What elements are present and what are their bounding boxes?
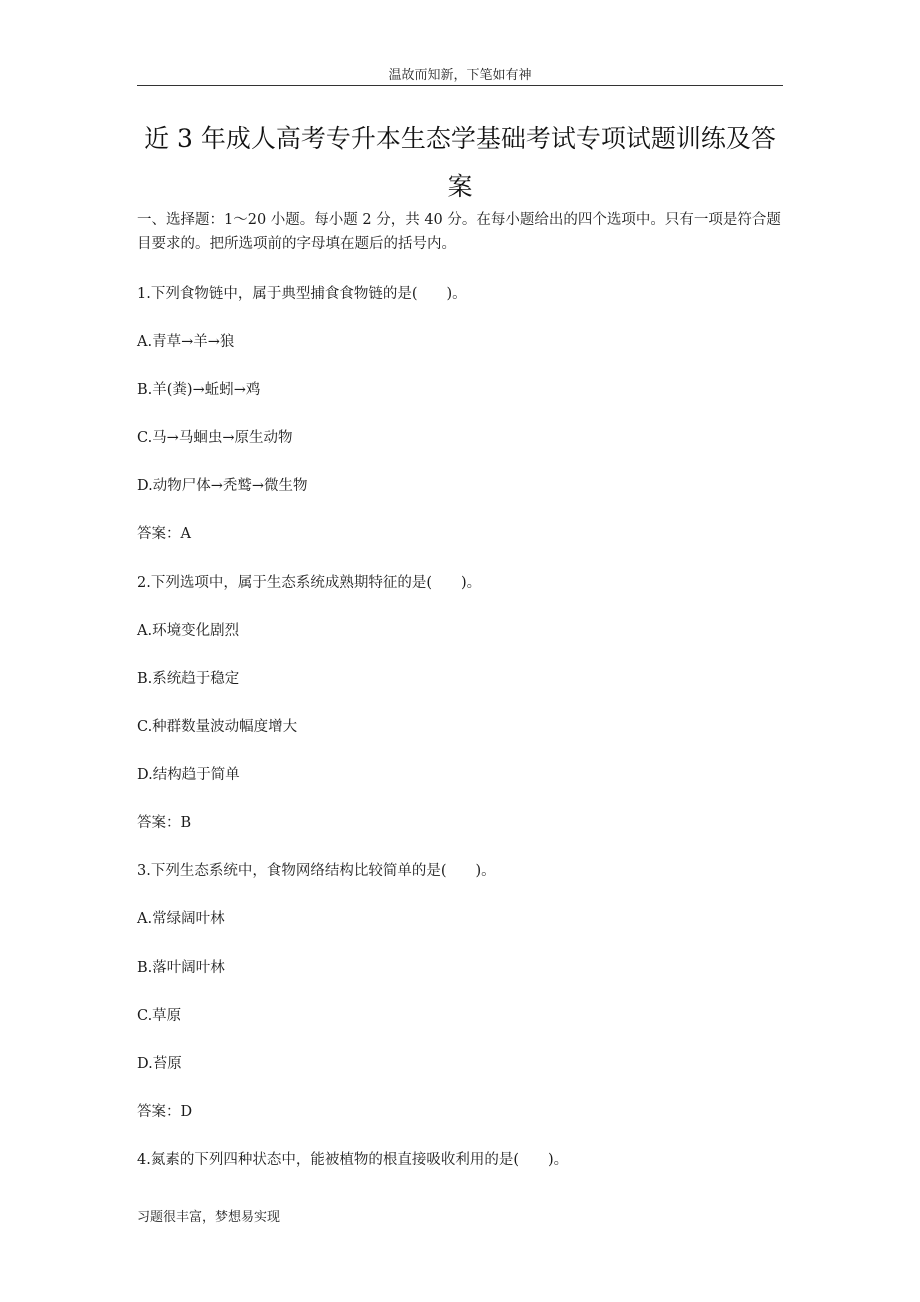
answer-option: C.马→马蛔虫→原生动物 (137, 430, 293, 446)
question-stem: 1.下列食物链中，属于典型捕食食物链的是( )。 (137, 286, 467, 302)
question-stem: 4.氮素的下列四种状态中，能被植物的根直接吸收利用的是( )。 (137, 1152, 569, 1168)
answer-option: D.结构趋于简单 (137, 767, 240, 783)
answer-option: C.种群数量波动幅度增大 (137, 719, 298, 735)
header-divider (137, 85, 783, 86)
running-header: 温故而知新，下笔如有神 (388, 68, 532, 83)
answer-key: 答案：B (137, 815, 192, 831)
answer-option: D.苔原 (137, 1056, 182, 1072)
answer-option: D.动物尸体→秃鹫→微生物 (137, 478, 308, 494)
running-footer: 习题很丰富，梦想易实现 (137, 1210, 281, 1225)
answer-key: 答案：A (137, 526, 191, 542)
answer-option: C.草原 (137, 1008, 182, 1024)
section-intro: 一、选择题：1～20 小题。每小题 2 分，共 40 分。在每小题给出的四个选项中。只有一项是符合题目要求的。把所选项前的字母填在题后的括号内。 (137, 212, 781, 252)
answer-option: A.环境变化剧烈 (137, 623, 240, 639)
answer-option: B.羊(粪)→蚯蚓→鸡 (137, 382, 261, 398)
question-stem: 3.下列生态系统中，食物网络结构比较简单的是( )。 (137, 863, 496, 879)
document-title: 近 3 年成人高考专升本生态学基础考试专项试题训练及答案 (144, 124, 776, 201)
answer-option: A.常绿阔叶林 (137, 911, 225, 927)
question-stem: 2.下列选项中，属于生态系统成熟期特征的是( )。 (137, 575, 482, 591)
answer-key: 答案：D (137, 1104, 193, 1120)
answer-option: B.系统趋于稳定 (137, 671, 240, 687)
answer-option: B.落叶阔叶林 (137, 960, 225, 976)
answer-option: A.青草→羊→狼 (137, 334, 235, 350)
